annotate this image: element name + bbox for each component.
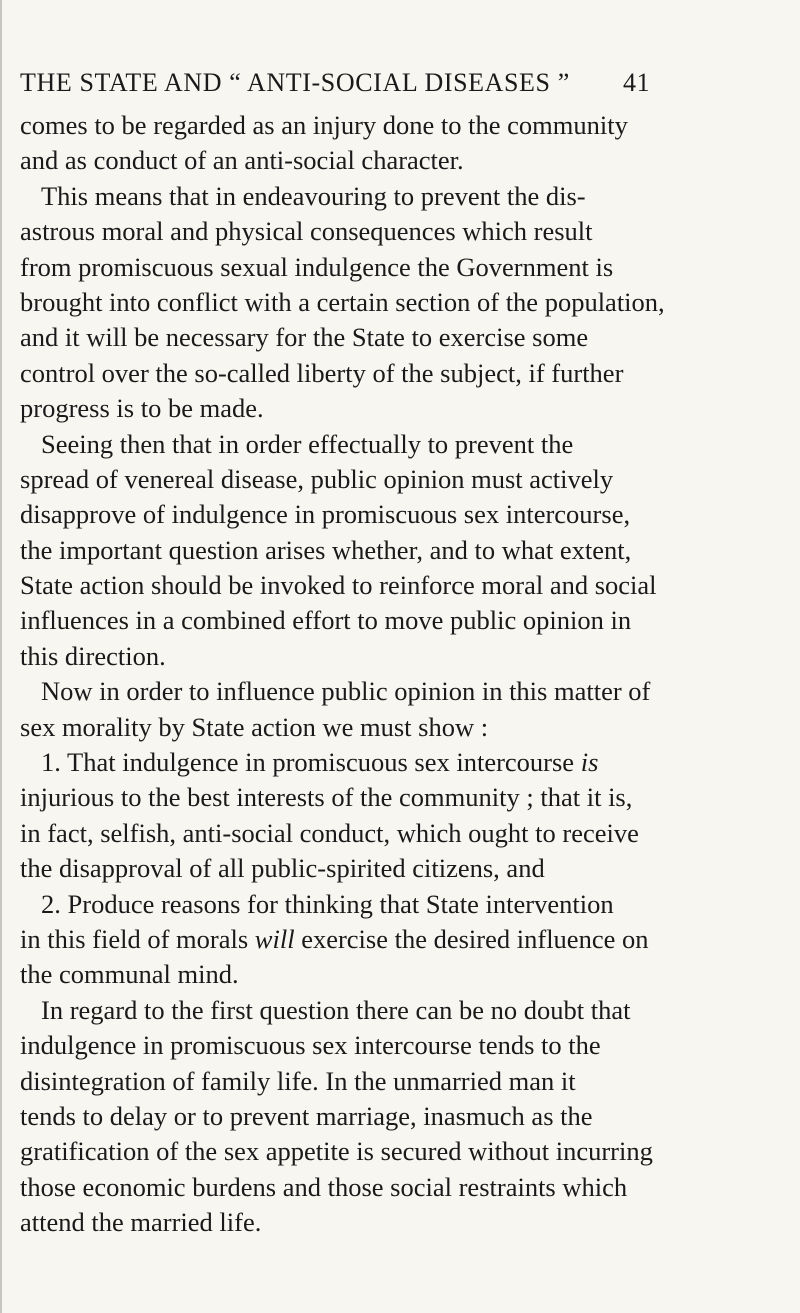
paragraph-start-line: Seeing then that in order effectually to prevent the	[41, 428, 574, 459]
emphasis-is: is	[580, 747, 599, 778]
text-line: astrous moral and physical consequences which result	[20, 216, 593, 247]
list-item-1-line	[20, 745, 800, 780]
text-line: disintegration of family life. In the unmarried man it	[20, 1065, 576, 1096]
text-line: comes to be regarded as an injury done to the community	[20, 110, 628, 140]
text-line: State action should be invoked to reinforce moral and social	[20, 570, 657, 601]
text-line: attend the married life.	[20, 1207, 262, 1238]
text-line: tends to delay or to prevent marriage, inasmuch as the	[20, 1100, 593, 1131]
text-line: indulgence in promiscuous sex intercourse tends to the	[20, 1030, 601, 1061]
text-line: and it will be necessary for the State to exercise some	[20, 322, 589, 353]
text-line: the important question arises whether, and to what extent,	[20, 534, 632, 565]
page-header-title: THE STATE AND “ ANTI-SOCIAL DISEASES ”	[20, 68, 570, 97]
text-line: injurious to the best interests of the community ; that it is,	[20, 782, 633, 813]
page-edge	[0, 0, 2, 1313]
page-number: 41	[623, 68, 651, 97]
text-line: brought into conflict with a certain section of the population,	[20, 286, 665, 317]
text-line: progress is to be made.	[20, 393, 264, 424]
emphasis-will: will	[254, 923, 295, 954]
paragraph-start-line: Now in order to influence public opinion in this matter of	[41, 676, 651, 707]
running-header	[20, 68, 740, 98]
text-line-head: in this field of morals	[20, 923, 255, 954]
text-line: control over the so-called liberty of the subject, if further	[20, 357, 624, 388]
text-line: disapprove of indulgence in promiscuous sex intercourse,	[20, 499, 631, 530]
text-line: those economic burdens and those social restraints which	[20, 1171, 628, 1202]
text-line: in fact, selfish, anti-social conduct, which ought to receive	[20, 817, 639, 848]
list-item-1-text: 1. That indulgence in promiscuous sex intercourse	[41, 747, 581, 778]
text-line	[20, 922, 800, 957]
body-text	[20, 108, 800, 1241]
text-line: the communal mind.	[20, 959, 239, 990]
text-line: from promiscuous sexual indulgence the Government is	[20, 251, 614, 282]
text-line: spread of venereal disease, public opinion must actively	[20, 463, 614, 494]
text-line: this direction.	[20, 640, 166, 671]
text-line: sex morality by State action we must show :	[20, 711, 489, 742]
text-line: gratification of the sex appetite is secured without incurring	[20, 1136, 653, 1167]
list-item-2-line: 2. Produce reasons for thinking that State intervention	[41, 888, 614, 919]
text-line: the disapproval of all public-spirited citizens, and	[20, 853, 545, 884]
paragraph-start-line: In regard to the first question there can be no doubt that	[41, 994, 631, 1025]
text-line: influences in a combined effort to move public opinion in	[20, 605, 632, 636]
paragraph-start-line: This means that in endeavouring to prevent the dis-	[41, 180, 586, 211]
text-line-tail: exercise the desired influence on	[294, 923, 649, 954]
text-line: and as conduct of an anti-social character.	[20, 145, 464, 176]
